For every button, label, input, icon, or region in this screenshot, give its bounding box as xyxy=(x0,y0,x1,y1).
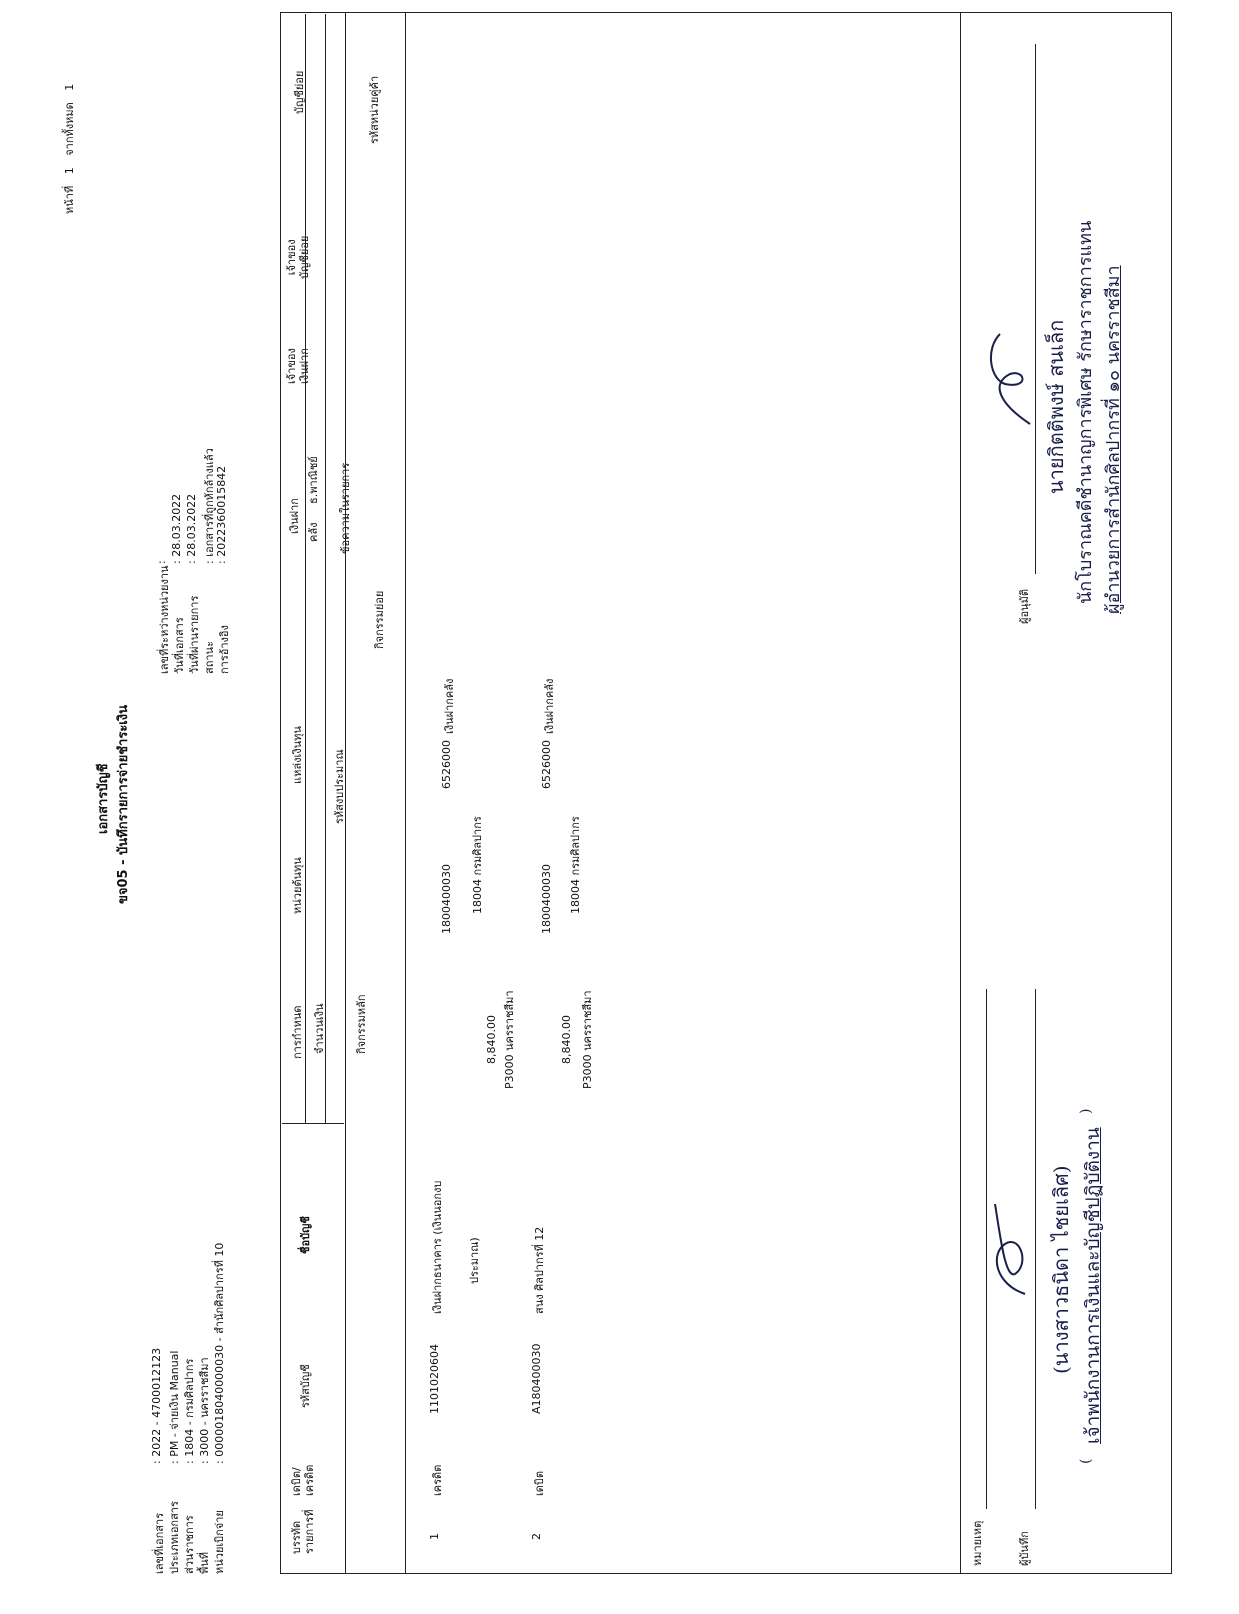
header-divider-bottom xyxy=(405,12,406,1574)
row-cost-center: 1800400030 xyxy=(540,864,553,934)
row-debit-credit: เครดิต xyxy=(431,1464,444,1496)
th-account-name: ชื่อบัญชี xyxy=(299,1216,312,1254)
header-field-label: หน่วยเบิกจ่าย xyxy=(213,1510,226,1574)
row-amount: 8,840.00 xyxy=(485,1015,498,1064)
remark-label: หมายเหตุ xyxy=(971,1520,984,1566)
recorder-paren-close: ) xyxy=(1078,1108,1094,1114)
row-account-name-1: เงินฝากธนาคาร (เงินนอกงบ xyxy=(431,1180,444,1314)
header-field-label: เลขที่ระหว่างหน่วยงาน xyxy=(158,565,171,674)
header-field-value: : 1804 - กรมศิลปากร xyxy=(183,1358,196,1464)
header-field-label: พื้นที่ xyxy=(198,1551,211,1574)
doc-subtitle: ขจ05 - บันทึกรายการจ่ายชำระเงิน xyxy=(116,705,131,904)
th-amount: จำนวนเงิน xyxy=(313,1003,326,1054)
recorder-paren-open: ( xyxy=(1078,1458,1094,1464)
header-field-value: : 3000 - นครราชสีมา xyxy=(198,1357,211,1464)
header-field-label: เลขที่เอกสาร xyxy=(153,1512,166,1574)
row-line-no: 2 xyxy=(530,1533,543,1540)
row-amount: 8,840.00 xyxy=(560,1015,573,1064)
header-field-label: วันที่ผ่านรายการ xyxy=(188,595,201,674)
doc-title: เอกสารบัญชี xyxy=(96,763,111,834)
header-field-label: การอ้างอิง xyxy=(218,625,231,674)
header-vline-1 xyxy=(282,1123,344,1124)
recorder-signature xyxy=(985,1184,1035,1314)
recorder-position: เจ้าพนักงานการเงินและบัญชีปฏิบัติงาน xyxy=(1082,1127,1104,1444)
th-sub-account: บัญชีย่อย xyxy=(293,70,306,114)
th-budget-code: รหัสงบประมาณ xyxy=(333,749,346,824)
row-fund-code: 6526000 xyxy=(540,740,553,789)
header-field-value: : 28.03.2022 xyxy=(170,493,183,564)
approver-position-2: ผู้อำนวยการสำนักศิลปากรที่ ๑๐ นครราชสีมา xyxy=(1103,265,1124,614)
row-account-code: A180400030 xyxy=(530,1343,543,1414)
th-line-no: บรรทัด รายการที่ xyxy=(290,1509,316,1554)
page-info xyxy=(60,84,78,214)
table-frame xyxy=(280,12,1172,1574)
page-number: 1 xyxy=(63,167,76,175)
row-budget: 18004 กรมศิลปากร xyxy=(471,816,484,914)
header-field-value: : xyxy=(155,560,168,564)
header-field-label: ส่วนราชการ xyxy=(183,1515,196,1574)
th-deposit-owner: เจ้าของ เงินฝาก xyxy=(285,348,311,384)
header-field-value: : 0000018040000030 - สำนักศิลปากรที่ 10 xyxy=(213,1242,226,1464)
recorder-line xyxy=(1035,989,1036,1509)
th-trading-partner: รหัสหน่วยคู่ค้า xyxy=(368,75,381,144)
header-field-value: : 28.03.2022 xyxy=(185,493,198,564)
row-account-code: 1101020604 xyxy=(428,1344,441,1414)
th-main-activity: กิจกรรมหลัก xyxy=(355,994,368,1054)
row-debit-credit: เดบิต xyxy=(533,1470,546,1496)
total-label: จากทั้งหมด xyxy=(63,102,76,156)
row-fund-name: เงินฝากคลัง xyxy=(543,678,556,734)
header-field-value: : 2022360015842 xyxy=(215,465,228,564)
th-sub-account-owner: เจ้าของ บัญชีย่อย xyxy=(285,235,311,279)
th-transaction-text: ข้อความในรายการ xyxy=(339,462,352,554)
th-deposit-bank: ธ.พาณิชย์ xyxy=(307,456,320,504)
row-fund-code: 6526000 xyxy=(440,740,453,789)
approver-name: นายกิตติพงษ์ สนเล็ก xyxy=(1044,319,1068,494)
th-sub-activity: กิจกรรมย่อย xyxy=(373,590,386,649)
page-label: หน้าที่ xyxy=(63,185,76,214)
th-account-code: รหัสบัญชี xyxy=(299,1364,312,1408)
row-area: P3000 นครราชสีมา xyxy=(503,990,516,1089)
header-field-label: ประเภทเอกสาร xyxy=(168,1501,181,1574)
row-cost-center: 1800400030 xyxy=(440,864,453,934)
th-cost-center: หน่วยต้นทุน xyxy=(291,857,304,914)
approver-line xyxy=(1035,44,1036,574)
row-account-name-1: สนง ศิลปากรที่ 12 xyxy=(533,1226,546,1314)
row-account-name-2: ประมาณ) xyxy=(468,1237,481,1284)
approver-label: ผู้อนุมัติ xyxy=(1018,589,1031,624)
th-specification: การกำหนด xyxy=(291,1005,304,1059)
th-debit-credit: เดบิต/ เครดิต xyxy=(290,1464,316,1496)
approver-signature xyxy=(980,324,1040,444)
approver-position-1: นักโบราณคดีชำนาญการพิเศษ รักษาราชการแทน xyxy=(1075,220,1096,604)
total-pages: 1 xyxy=(63,83,76,91)
header-field-value: : PM - จ่ายเงิน Manual xyxy=(168,1350,181,1464)
row-area: P3000 นครราชสีมา xyxy=(581,990,594,1089)
header-sub-line-2 xyxy=(325,14,326,1124)
header-field-label: วันที่เอกสาร xyxy=(173,617,186,674)
header-field-value: : 2022 - 4700012123 xyxy=(150,1347,163,1464)
header-field-value: : เอกสารที่ถูกหักล้างแล้ว xyxy=(203,448,216,564)
th-deposit-treasury: คลัง xyxy=(307,522,320,542)
footer-divider xyxy=(960,12,961,1574)
row-line-no: 1 xyxy=(428,1533,441,1540)
th-deposit: เงินฝาก xyxy=(288,498,301,534)
th-fund-source: แหล่งเงินทุน xyxy=(291,726,304,784)
row-budget: 18004 กรมศิลปากร xyxy=(569,816,582,914)
recorder-label: ผู้บันทึก xyxy=(1018,1531,1031,1566)
header-sub-line-1 xyxy=(305,14,306,1124)
row-fund-name: เงินฝากคลัง xyxy=(443,678,456,734)
recorder-name: (นางสาวธนิดา ไชยเลิศ) xyxy=(1049,1165,1073,1374)
header-field-label: สถานะ xyxy=(203,641,216,674)
